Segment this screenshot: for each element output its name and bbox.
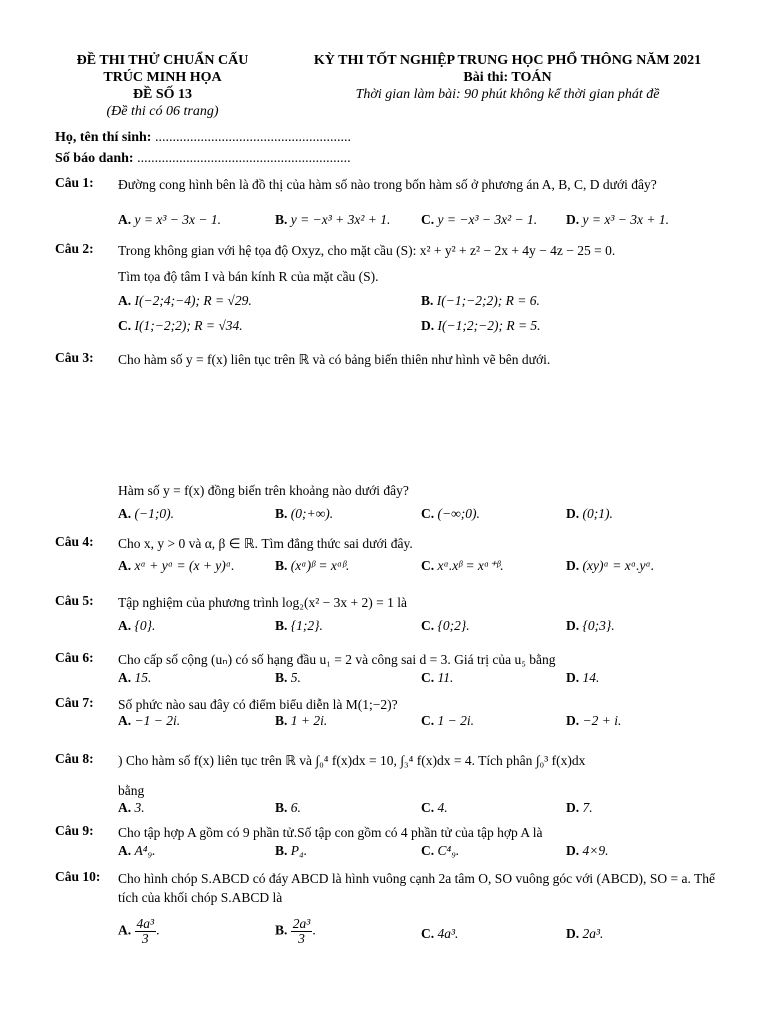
header-left-line2: TRÚC MINH HỌA (103, 70, 222, 85)
question-number: Câu 2: (55, 241, 94, 256)
option-a[interactable]: A. xᵅ + yᵅ = (x + y)ᵅ. (118, 558, 235, 573)
option-d[interactable]: D. (0;1). (566, 506, 613, 521)
answer-options-row1 (118, 293, 715, 313)
question-text: Số phức nào sau đây có điểm biểu diễn là M(1;−2)? (118, 697, 398, 712)
option-c[interactable]: C. 4. (421, 800, 448, 815)
option-d[interactable]: D. −2 + i. (566, 713, 622, 728)
option-c[interactable]: C. I(1;−2;2); R = √34. (118, 318, 243, 333)
option-c[interactable]: C. 11. (421, 670, 454, 685)
option-b[interactable]: B. y = −x³ + 3x² + 1. (275, 212, 391, 227)
answer-options (118, 917, 715, 957)
fraction: $\frac{\text{2a³}}{3}$ (292, 916, 311, 946)
question-number: Câu 3: (55, 350, 94, 365)
option-d[interactable]: D. 4×9. (566, 843, 609, 858)
option-c[interactable]: C. {0;2}. (421, 618, 470, 633)
option-a[interactable]: A. A⁴₉. (118, 843, 156, 858)
option-d[interactable]: D. y = x³ − 3x + 1. (566, 212, 669, 227)
option-b[interactable]: B. I(−1;−2;2); R = 6. (421, 293, 540, 308)
option-d[interactable]: D. 7. (566, 800, 593, 815)
question-text: Cho x, y > 0 và α, β ∈ ℝ. Tìm đẳng thức sai dưới đây. (118, 536, 413, 551)
question-number: Câu 4: (55, 534, 94, 549)
question-number: Câu 7: (55, 695, 94, 710)
answer-options (118, 558, 715, 578)
option-b[interactable]: B. 5. (275, 670, 301, 685)
question-text: ) Cho hàm số f(x) liên tục trên ℝ và ∫₀⁴ f(x)dx = 10, ∫₃⁴ f(x)dx = 4. Tích phân ∫₀³ f(x)dx (118, 753, 586, 768)
answer-options-row2 (118, 318, 715, 338)
exam-header-right (285, 52, 730, 103)
question-text-2: Tìm tọa độ tâm I và bán kính R của mặt cầu (S). (118, 269, 379, 284)
question-text: Cho hình chóp S.ABCD có đáy ABCD là hình vuông cạnh 2a tâm O, SO vuông góc với (ABCD), SO = a. Thể tích của khối chóp S.ABCD là (118, 871, 715, 905)
question-text: Trong không gian với hệ tọa độ Oxyz, cho mặt cầu (S): x² + y² + z² − 2x + 4y − 4z − 25 = 0. (118, 243, 616, 258)
candidate-name-line (55, 130, 351, 146)
question-text: Tập nghiệm của phương trình log₂(x² − 3x + 2) = 1 là (118, 595, 407, 610)
option-b[interactable]: B. $\frac{\text{2a³}}{3}$ . (275, 916, 316, 946)
candidate-name-dots: ........................................................ (154, 130, 351, 145)
question-text: Cho tập hợp A gồm có 9 phần tử.Số tập con gồm có 4 phần tử của tập hợp A là (118, 825, 543, 840)
header-left-line1: ĐỀ THI THỬ CHUẨN CẤU (76, 53, 249, 68)
candidate-id-dots: ............................................................. (137, 151, 351, 166)
option-d[interactable]: D. I(−1;2;−2); R = 5. (421, 318, 541, 333)
exam-number: ĐỀ SỐ 13 (132, 87, 193, 102)
option-b[interactable]: B. P₄. (275, 843, 308, 858)
option-a[interactable]: A. $\frac{\text{4a³}}{3}$ . (118, 916, 160, 946)
option-c[interactable]: C. y = −x³ − 3x² − 1. (421, 212, 538, 227)
candidate-name-label: Họ, tên thí sinh: (55, 130, 152, 145)
option-d[interactable]: D. 2a³. (566, 926, 604, 941)
candidate-id-line (55, 151, 351, 167)
question-text: Đường cong hình bên là đồ thị của hàm số nào trong bốn hàm số ở phương án A, B, C, D dưới đây? (118, 177, 657, 192)
option-a[interactable]: A. y = x³ − 3x − 1. (118, 212, 221, 227)
option-c[interactable]: C. 4a³. (421, 926, 459, 941)
question-text: Cho hàm số y = f(x) liên tục trên ℝ và có bảng biến thiên như hình vẽ bên dưới. (118, 352, 551, 367)
candidate-id-label: Số báo danh: (55, 151, 134, 166)
answer-options (118, 713, 715, 733)
option-b[interactable]: B. 1 + 2i. (275, 713, 328, 728)
answer-options (118, 800, 715, 820)
answer-options (118, 212, 715, 232)
option-d[interactable]: D. 14. (566, 670, 600, 685)
question-number: Câu 9: (55, 823, 94, 838)
option-b[interactable]: B. 6. (275, 800, 301, 815)
variation-table-placeholder (118, 380, 678, 475)
answer-options (118, 843, 715, 863)
exam-subject: Bài thi: TOÁN (463, 70, 552, 85)
option-a[interactable]: A. (−1;0). (118, 506, 174, 521)
exam-duration: Thời gian làm bài: 90 phút không kể thời gian phát đề (355, 87, 660, 102)
option-c[interactable]: C. xᵅ.xᵝ = xᵅ⁺ᵝ. (421, 558, 504, 573)
option-b[interactable]: B. (xᵅ)ᵝ = xᵅᵝ. (275, 558, 350, 573)
answer-options (118, 670, 715, 690)
exam-header-left (55, 52, 270, 120)
option-d[interactable]: D. {0;3}. (566, 618, 615, 633)
page-count-note: (Đề thi có 06 trang) (106, 104, 219, 119)
option-a[interactable]: A. 3. (118, 800, 145, 815)
option-a[interactable]: A. I(−2;4;−4); R = √29. (118, 293, 252, 308)
option-b[interactable]: B. {1;2}. (275, 618, 323, 633)
fraction: $\frac{\text{4a³}}{3}$ (136, 916, 155, 946)
option-c[interactable]: C. (−∞;0). (421, 506, 480, 521)
answer-options (118, 506, 715, 526)
question-number: Câu 5: (55, 593, 94, 608)
option-d[interactable]: D. (xy)ᵅ = xᵅ.yᵅ. (566, 558, 655, 573)
question-text: Cho cấp số cộng (uₙ) có số hạng đầu u₁ = 2 và công sai d = 3. Giá trị của u₅ bằng (118, 652, 556, 667)
option-a[interactable]: A. {0}. (118, 618, 156, 633)
question-number: Câu 8: (55, 751, 94, 766)
option-a[interactable]: A. −1 − 2i. (118, 713, 181, 728)
question-number: Câu 10: (55, 869, 101, 884)
option-c[interactable]: C. 1 − 2i. (421, 713, 474, 728)
option-a[interactable]: A. 15. (118, 670, 152, 685)
option-b[interactable]: B. (0;+∞). (275, 506, 334, 521)
answer-options (118, 618, 715, 638)
option-c[interactable]: C. C⁴₉. (421, 843, 460, 858)
question-number: Câu 6: (55, 650, 94, 665)
exam-title: KỲ THI TỐT NGHIỆP TRUNG HỌC PHỔ THÔNG NĂM 2021 (313, 53, 702, 68)
question-text-2: Hàm số y = f(x) đồng biến trên khoảng nào dưới đây? (118, 483, 409, 498)
question-number: Câu 1: (55, 175, 94, 190)
question-text-2: bằng (118, 783, 145, 798)
